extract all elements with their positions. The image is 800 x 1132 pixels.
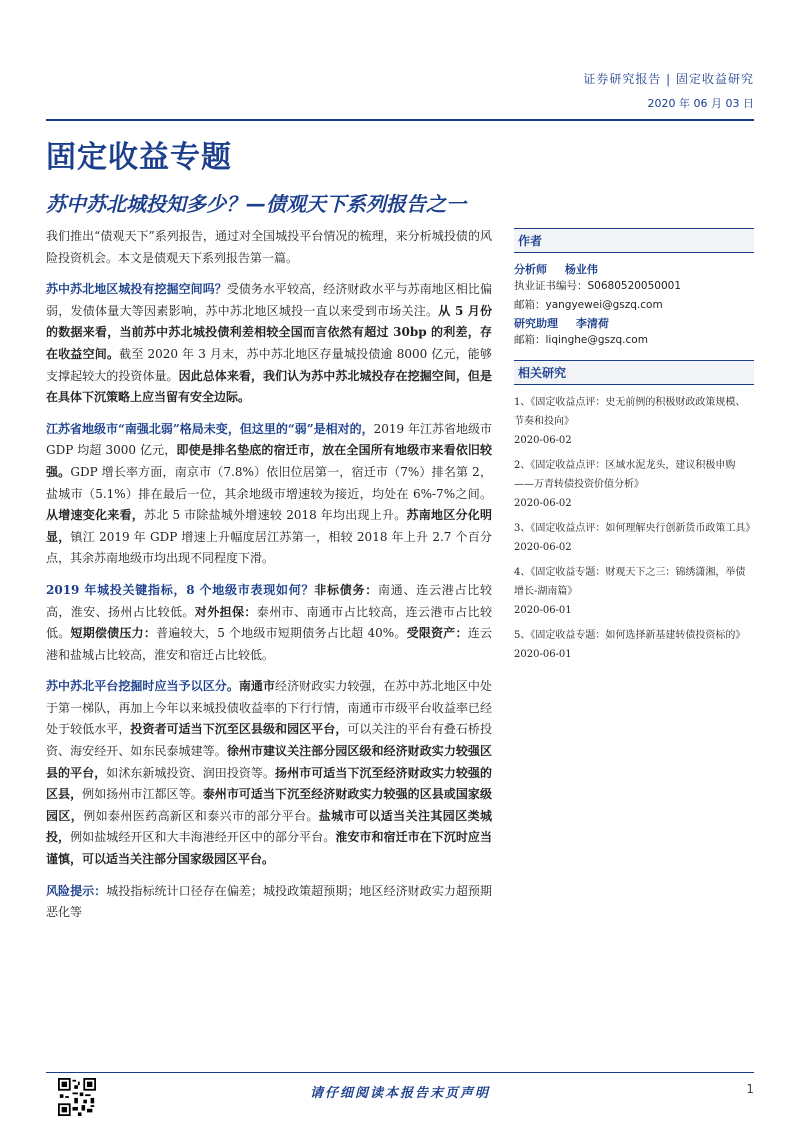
assistant-role: 研究助理 — [514, 317, 558, 330]
text-run: 普遍较大，5 个地级市短期债务占比超 40%。 — [156, 626, 407, 641]
intro-paragraph: 我们推出“债观天下”系列报告，通过对全国城投平台情况的梳理，来分析城投债的风险投资机会。本文是债观天下系列报告第一篇。 — [46, 229, 492, 265]
related-report-title: 4、《固定收益专题：财观天下之三：锦绣潇湘，举债增长-湖南篇》 — [514, 567, 746, 597]
assistant-name: 李清荷 — [575, 317, 609, 330]
text-run: 江苏省地级市“南强北弱”格局未变，但这里的“弱”是相对的， — [46, 421, 374, 436]
text-run: 苏北 5 市除盐城外增速较 2018 年均出现上升。 — [143, 508, 407, 523]
text-run: 苏中苏北地区城投有挖掘空间吗？ — [46, 282, 227, 297]
analyst-role: 分析师 — [514, 263, 547, 276]
text-run: 风险提示： — [46, 883, 107, 898]
text-run: 2019 年江苏省地级市 GDP 均超 3000 亿元， — [46, 421, 492, 458]
related-report-item[interactable] — [514, 456, 754, 513]
text-run: 非标债务： — [314, 582, 379, 597]
text-run: 连云港和盐城占比较高，淮安和宿迁占比较低。 — [46, 626, 492, 662]
paragraph-3 — [46, 580, 492, 666]
related-report-title: 2、《固定收益点评：区域水泥龙头，建议积极申购——万青转债投资价值分析》 — [514, 460, 736, 490]
text-run: 对外担保： — [194, 604, 257, 619]
header-date: 2020 年 06 月 03 日 — [647, 97, 754, 110]
text-run: 截至 2020 年 3 月末，苏中苏北地区存量城投债逾 8000 亿元，能够支撑起较大的投资体量。 — [46, 346, 492, 383]
footer-notice: 请仔细阅读本报告末页声明 — [309, 1086, 490, 1101]
related-report-title: 3、《固定收益点评：如何理解央行创新货币政策工具》 — [514, 523, 756, 534]
related-heading: 相关研究 — [514, 360, 754, 385]
assistant-email[interactable]: 邮箱：liqinghe@gszq.com — [514, 334, 648, 346]
text-run: 盐城市可以适当关注其园区类城投， — [46, 808, 492, 845]
text-run: 从增速变化来看， — [46, 508, 144, 523]
analyst-name: 杨业伟 — [564, 263, 598, 276]
text-run: 例如泰州医药高新区和泰兴市的部分平台。 — [83, 808, 319, 823]
paragraph-4 — [46, 676, 492, 870]
text-run: 扬州市可适当下沉至经济财政实力较强的区县， — [46, 765, 492, 802]
text-run: 2019 年城投关键指标，8 个地级市表现如何？ — [46, 582, 315, 597]
text-run: 经济财政实力较强，在苏中苏北地区中处于第一梯队，再加上今年以来城投债收益率的下行行情，南通市市级平台收益率已经处于较低水平， — [46, 679, 492, 737]
paragraph-1 — [46, 279, 492, 409]
text-run: 南通、连云港占比较高，淮安、扬州占比较低。 — [46, 582, 492, 619]
text-run: 淮安市和宿迁市在下沉时应当谨慎，可以适当关注部分国家级园区平台。 — [46, 830, 492, 867]
text-run: 例如扬州市江都区等。 — [82, 787, 203, 802]
paragraph-2 — [46, 419, 492, 570]
related-report-date: 2020-06-02 — [514, 498, 572, 509]
related-list — [514, 393, 754, 664]
text-run: 受债务水平较高，经济财政水平与苏南地区相比偏弱，发债体量大等因素影响，苏中苏北地区城投一直以来受到市场关注。 — [46, 282, 492, 318]
report-subtitle: 苏中苏北城投知多少？—债观天下系列报告之一 — [46, 192, 466, 216]
license-number: 执业证书编号：S0680520050001 — [514, 280, 682, 292]
related-report-date: 2020-06-02 — [514, 435, 572, 446]
text-run: 受限资产： — [406, 626, 468, 641]
text-run: 即使是排名垫底的宿迁市，放在全国所有地级市来看依旧较强。 — [46, 443, 492, 479]
text-run: 因此总体来看，我们认为苏中苏北城投存在挖掘空间，但是在具体下沉策略上应当留有安全边际。 — [46, 368, 492, 405]
author-heading: 作者 — [514, 228, 754, 253]
risk-paragraph — [46, 881, 492, 924]
analyst — [514, 261, 754, 277]
text-run: 南通市 — [238, 679, 276, 694]
page-number: 1 — [746, 1082, 754, 1096]
text-run: 例如盐城经开区和大丰海港经开区中的部分平台。 — [70, 830, 336, 845]
related-report-item[interactable] — [514, 626, 754, 664]
text-run: 短期偿债压力： — [70, 626, 157, 641]
assistant — [514, 315, 754, 331]
related-report-date: 2020-06-02 — [514, 542, 572, 553]
related-report-date: 2020-06-01 — [514, 649, 572, 660]
report-title: 固定收益专题 — [46, 140, 232, 175]
text-run: 如沭东新城投资、润田投资等。 — [106, 765, 276, 780]
text-run: 苏南地区分化明显， — [46, 508, 492, 544]
text-run: GDP 增长率方面，南京市（7.8%）依旧位居第一，宿迁市（7%）排名第 2，盐城市（5.1%）排在最后一位，其余地级市增速较为接近，均处在 6%-7%之间。 — [46, 464, 492, 501]
related-report-item[interactable] — [514, 563, 754, 620]
related-report-title: 5、《固定收益专题：如何选择新基建转债投资标的》 — [514, 630, 746, 641]
related-report-title: 1、《固定收益点评：史无前例的积极财政政策规模、节奏和投向》 — [514, 397, 746, 427]
text-run: 城投指标统计口径存在偏差；城投政策超预期；地区经济财政实力超预期恶化等 — [46, 883, 492, 920]
text-run: 从 5 月份的数据来看，当前苏中苏北城投债利差相较全国而言依然有超过 30bp 的利差，存在收益空间。 — [46, 303, 492, 361]
text-run: 苏中苏北平台挖掘时应当予以区分。 — [46, 679, 239, 694]
related-report-item[interactable] — [514, 519, 754, 557]
text-run: 镇江 2019 年 GDP 增速上升幅度居江苏第一，相较 2018 年上升 2.7 个百分点，其余苏南地级市均出现不同程度下滑。 — [46, 529, 492, 566]
header — [583, 70, 754, 111]
text-run: 徐州市建议关注部分园区级和经济财政实力较强区县的平台， — [46, 744, 492, 780]
text-run: 泰州市、南通市占比较高，连云港市占比较低。 — [46, 604, 492, 641]
text-run: 可以关注的平台有叠石桥投资、海安经开、如东民泰城建等。 — [46, 722, 492, 759]
related-report-date: 2020-06-01 — [514, 605, 572, 616]
header-category: 证券研究报告 | 固定收益研究 — [583, 72, 754, 86]
text-run: 投资者可适当下沉至区县级和园区平台， — [130, 722, 348, 737]
related-report-item[interactable] — [514, 393, 754, 450]
header-divider — [46, 119, 754, 121]
analyst-email[interactable]: 邮箱：yangyewei@gszq.com — [514, 299, 663, 311]
sidebar — [514, 228, 754, 670]
text-run: 泰州市可适当下沉至经济财政实力较强的区县或国家级园区， — [46, 787, 492, 823]
main-body — [46, 226, 492, 934]
footer-divider — [46, 1072, 754, 1073]
